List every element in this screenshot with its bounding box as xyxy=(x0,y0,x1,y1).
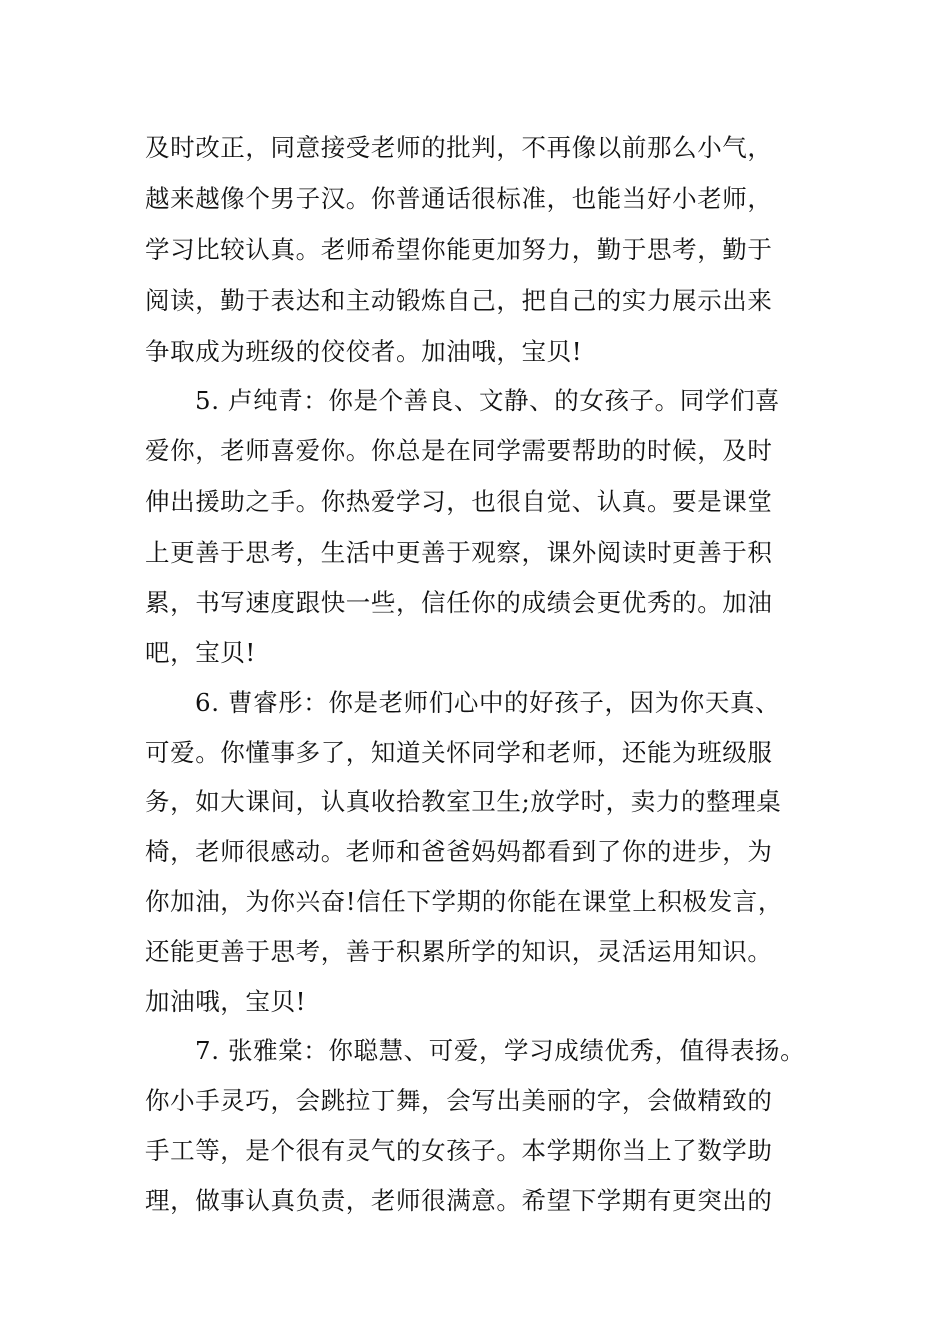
text-line: 上更善于思考，生活中更善于观察，课外阅读时更善于积 xyxy=(145,538,773,567)
text-line: 7. 张雅棠：你聪慧、可爱，学习成绩优秀，值得表扬。 xyxy=(195,1036,806,1065)
text-line: 务，如大课间，认真收拾教室卫生;放学时，卖力的整理桌 xyxy=(145,787,782,816)
text-line: 阅读，勤于表达和主动锻炼自己，把自己的实力展示出来 xyxy=(145,286,773,315)
text-line: 手工等，是个很有灵气的女孩子。本学期你当上了数学助 xyxy=(145,1136,773,1165)
text-line: 可爱。你懂事多了，知道关怀同学和老师，还能为班级服 xyxy=(145,738,773,767)
text-line: 学习比较认真。老师希望你能更加努力，勤于思考，勤于 xyxy=(145,235,773,264)
text-line: 及时改正，同意接受老师的批判，不再像以前那么小气， xyxy=(145,133,773,162)
text-line: 爱你，老师喜爱你。你总是在同学需要帮助的时候，及时 xyxy=(145,436,773,465)
text-line: 还能更善于思考，善于积累所学的知识，灵活运用知识。 xyxy=(145,937,773,966)
text-line: 伸出援助之手。你热爱学习，也很自觉、认真。要是课堂 xyxy=(145,487,773,516)
text-line: 6. 曹睿彤：你是老师们心中的好孩子，因为你天真、 xyxy=(195,688,781,717)
text-line: 你加油，为你兴奋!信任下学期的你能在课堂上积极发言， xyxy=(145,887,783,916)
text-line: 你小手灵巧，会跳拉丁舞，会写出美丽的字，会做精致的 xyxy=(145,1086,773,1115)
text-line: 越来越像个男子汉。你普通话很标准，也能当好小老师， xyxy=(145,184,773,213)
text-line: 吧，宝贝! xyxy=(145,638,256,667)
text-line: 理，做事认真负责，老师很满意。希望下学期有更突出的 xyxy=(145,1186,773,1215)
text-line: 累，书写速度跟快一些，信任你的成绩会更优秀的。加油 xyxy=(145,588,773,617)
text-line: 加油哦，宝贝! xyxy=(145,987,307,1016)
text-line: 争取成为班级的佼佼者。加油哦，宝贝! xyxy=(145,337,583,366)
text-line: 5. 卢纯青：你是个善良、文静、的女孩子。同学们喜 xyxy=(195,386,781,415)
text-line: 椅，老师很感动。老师和爸爸妈妈都看到了你的进步，为 xyxy=(145,837,773,866)
